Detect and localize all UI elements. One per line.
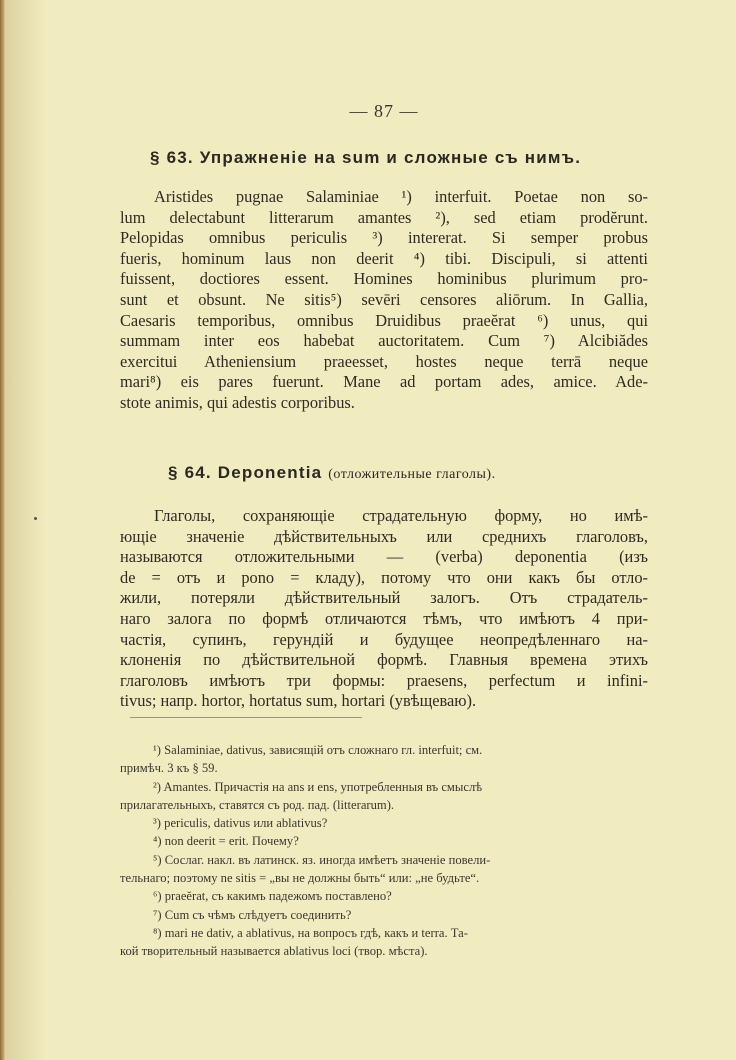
text-line: Caesaris temporibus, omnibus Druidibus praeĕrat ⁶) unus, qui: [120, 310, 648, 330]
footnote-3: ³) periculis, dativus или ablativus?: [153, 816, 328, 831]
text-line: tivus; напр. hortor, hortatus sum, hortari (увѣщеваю).: [120, 691, 477, 711]
text-line: de = отъ и pono = кладу), потому что они какъ бы отло-: [120, 567, 648, 587]
footnotes: [120, 741, 648, 961]
footnote-2-cont: прилагательныхъ, ставятся съ род. пад. (litterarum).: [120, 797, 395, 812]
text-line: exercitui Atheniensium praeesset, hostes neque terrā neque: [120, 351, 648, 371]
section-64-subtitle: (отложительные глаголы).: [328, 467, 496, 482]
paper-speck: [34, 517, 37, 520]
text-line: называются отложительными — (verba) deponentia (изъ: [120, 547, 648, 567]
text-line: stote animis, qui adestis corporibus.: [120, 392, 355, 412]
footnote-6: ⁶) praeĕrat, съ какимъ падежомъ поставлено?: [153, 889, 392, 904]
text-line: ющіе значеніе дѣйствительныхъ или среднихъ глаголовъ,: [120, 526, 648, 546]
text-line: частія, супинъ, герундій и будущее неопредѣленнаго на-: [120, 629, 648, 649]
footnote-1: ¹) Salaminiae, dativus, зависящій отъ сложнаго гл. interfuit; см.: [153, 743, 483, 757]
text-line: mari⁸) eis pares fuerunt. Mane ad portam ades, amice. Ade-: [120, 372, 648, 392]
text-line: глаголовъ имѣютъ три формы: praesens, perfectum и infini-: [120, 670, 648, 690]
text-line: summam inter eos habebat auctoritatem. Cum ⁷) Alcibiădes: [120, 331, 648, 351]
footnote-4: ⁴) non deerit = erit. Почему?: [153, 834, 299, 849]
section-63-paragraph: [120, 187, 648, 414]
text-line: жили, потеряли дѣйствительный залогъ. Отъ страдатель-: [120, 588, 648, 608]
text-line: клоненія по дѣйствительной формѣ. Главныя времена этихъ: [120, 650, 648, 670]
text-line: Глаголы, сохраняющіе страдательную форму, но имѣ-: [154, 506, 648, 525]
text-line: Aristides pugnae Salaminiae ¹) interfuit. Poetae non so-: [154, 187, 648, 206]
text-line: наго залога по формѣ отличаются тѣмъ, что имѣютъ 4 при-: [120, 608, 648, 628]
text-line: fueris, hominum laus non deerit ⁴) tibi. Discipuli, si attenti: [120, 248, 648, 268]
footnote-7: ⁷) Cum съ чѣмъ слѣдуетъ соединить?: [153, 907, 352, 922]
section-63-heading: § 63. Упражненіе на sum и сложные съ нимъ.: [150, 148, 582, 167]
page-gutter-shadow: [6, 0, 46, 1060]
text-line: Pelopidas omnibus periculis ³) intererat. Si semper probus: [120, 228, 648, 248]
section-64-heading: [168, 463, 668, 483]
page-number: — 87 —: [349, 101, 419, 121]
footnote-5: ⁵) Сослаг. накл. въ латинск. яз. иногда имѣетъ значеніе повели-: [153, 852, 491, 867]
footnote-8-cont: кой творительный называется ablativus loci (твор. мѣста).: [120, 944, 428, 959]
footnote-5-cont: тельнаго; поэтому ne sitis = „вы не должны быть“ или: „не будьте“.: [120, 871, 480, 886]
footnote-divider: [130, 717, 362, 718]
section-64-title: § 64. Deponentia: [168, 463, 323, 482]
footnote-1-cont: примѣч. 3 къ § 59.: [120, 761, 218, 776]
section-64-paragraph: [120, 506, 648, 712]
text-line: sunt et obsunt. Ne sitis⁵) sevēri censores aliōrum. In Gallia,: [120, 289, 648, 309]
footnote-8: ⁸) mari не dativ, а ablativus, на вопросъ гдѣ, какъ и terra. Та-: [153, 925, 468, 940]
text-line: fuissent, doctiores essent. Homines hominibus plurimum pro-: [120, 269, 648, 289]
text-line: lum delectabunt litterarum amantes ²), sed etiam prodĕrunt.: [120, 207, 648, 227]
footnote-2: ²) Amantes. Причастія на ans и ens, употребленныя въ смыслѣ: [153, 779, 483, 794]
